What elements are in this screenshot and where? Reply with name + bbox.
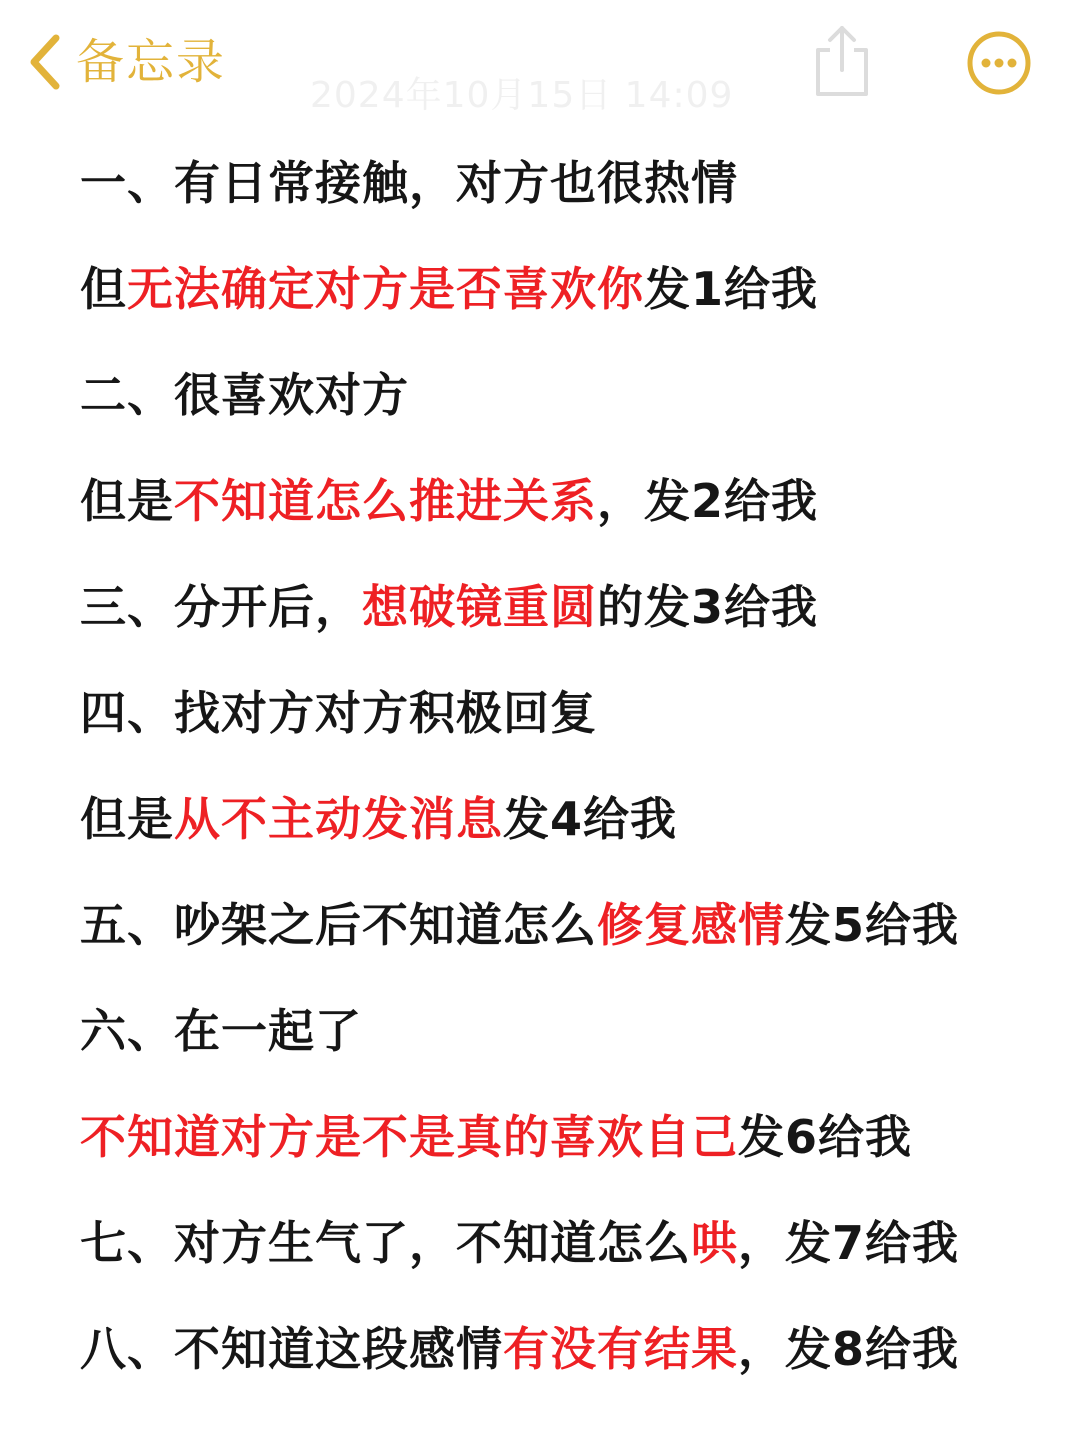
highlighted-text: 不知道对方是不是真的喜欢自己 (80, 1110, 738, 1164)
note-line (80, 978, 1040, 1084)
note-text: 二、很喜欢对方 (80, 368, 409, 422)
note-text: ，发7给我 (738, 1216, 960, 1270)
highlighted-text: 修复感情 (597, 898, 785, 952)
note-text: 但 (80, 262, 127, 316)
navigation-bar (0, 0, 1080, 120)
note-line (80, 766, 1040, 872)
highlighted-text: 想破镜重圆 (362, 580, 597, 634)
note-text: 但是 (80, 474, 174, 528)
note-text: 四、找对方对方积极回复 (80, 686, 597, 740)
note-text: 发1给我 (644, 262, 819, 316)
note-line (80, 660, 1040, 766)
note-text: ，发2给我 (597, 474, 819, 528)
share-icon (810, 83, 874, 102)
note-line (80, 1190, 1040, 1296)
back-label: 备忘录 (76, 34, 227, 90)
note-text: 七、对方生气了，不知道怎么 (80, 1216, 691, 1270)
note-text: 发6给我 (738, 1110, 913, 1164)
note-line (80, 130, 1040, 236)
note-body[interactable] (80, 130, 1040, 1402)
note-date: 2024年10月15日 14:09 (310, 75, 734, 116)
highlighted-text: 有没有结果 (503, 1322, 738, 1376)
note-text: 的发3给我 (597, 580, 819, 634)
note-text: 发4给我 (503, 792, 678, 846)
back-button[interactable] (28, 30, 226, 94)
note-line (80, 236, 1040, 342)
note-line (80, 554, 1040, 660)
more-button[interactable] (966, 30, 1032, 96)
note-line (80, 342, 1040, 448)
highlighted-text: 无法确定对方是否喜欢你 (127, 262, 644, 316)
highlighted-text: 不知道怎么推进关系 (174, 474, 597, 528)
note-line (80, 1296, 1040, 1402)
chevron-left-icon (28, 32, 62, 92)
note-text: 八、不知道这段感情 (80, 1322, 503, 1376)
note-text: 但是 (80, 792, 174, 846)
note-text: 三、分开后， (80, 580, 362, 634)
more-options-icon (966, 81, 1032, 100)
note-line (80, 448, 1040, 554)
note-text: 一、有日常接触，对方也很热情 (80, 156, 738, 210)
share-button[interactable] (810, 22, 874, 98)
note-text: 五、吵架之后不知道怎么 (80, 898, 597, 952)
highlighted-text: 从不主动发消息 (174, 792, 503, 846)
note-text: 发5给我 (785, 898, 960, 952)
note-text: 六、在一起了 (80, 1004, 362, 1058)
note-text: ，发8给我 (738, 1322, 960, 1376)
note-line (80, 1084, 1040, 1190)
highlighted-text: 哄 (691, 1216, 738, 1270)
note-line (80, 872, 1040, 978)
